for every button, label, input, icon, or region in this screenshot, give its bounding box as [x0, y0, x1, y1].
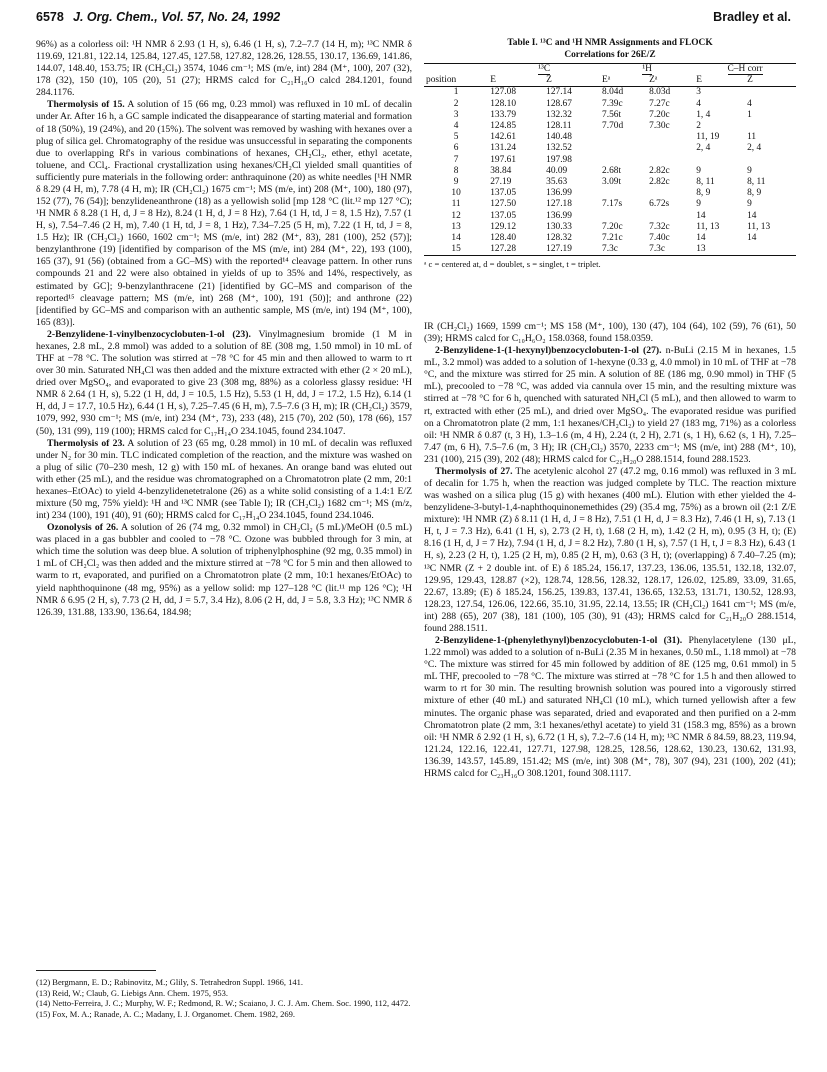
table-cell: 2.68t [602, 165, 622, 176]
table-cell: 4 [696, 98, 701, 109]
continued-paragraph: IR (CH₂Cl₂) 1669, 1599 cm⁻¹; MS 158 (M⁺, 100), 130 (47), 104 (64), 102 (59), 76 (61), 50 (39); HRMS calcd for C₁₀H₆O₂ 158.0368, found 158.0359. [424, 321, 796, 345]
table-cell: 197.98 [546, 154, 572, 165]
table-cell: 7.30c [649, 121, 670, 132]
table-cell [600, 188, 647, 199]
table-cell: 128.11 [546, 121, 572, 132]
table-cell: 127.28 [488, 244, 544, 256]
paragraph-text: Phenylacetylene (130 μL, 1.22 mmol) was added to a solution of n-BuLi (2.35 M in hexanes, 0.50 mL, 1.18 mmol) at −78 °C. The mixture was stirred for 45 min followed by addition of 8E (125 mg, 0.61 mmol) in 5 mL THF, precooled to −78 °C. The mixture was stirred at −78 °C for 1.5 h and then allowed to warm to rt for 30 min. The resulting brownish solution was poured into a vigorously stirred mixture of ether (40 mL) and saturated NH₄Cl (10 mL), which turned yellowish after a few minutes. The organic phase was separated, dried and evaporated and then purified on a 2-mm Chromatotron plate (2 mm, 3:1 hexanes/ethyl acetate) to yield 31 (158.3 mg, 85%) as a brown oil: ¹H NMR δ 2.92 (1 H, s), 6.72 (1 H, s), 7.2–7.6 (14 H, m); ¹³C NMR δ 84.59, 88.23, 119.94, 121.24, 122.16, 122.41, 127.71, 127.98, 128.25, 128.56, 128.62, 130.23, 130.62, 131.93, 136.39, 143.57, 145.89, 151.42; MS (m/e, int) 308 (M⁺, 78), 307 (94), 231 (100), 202 (41); HRMS calcd for C₂₃H₁₆O 308.1201, found 308.1117. [424, 635, 797, 779]
table-cell: 3 [696, 87, 701, 98]
table-cell: 2.82c [649, 165, 670, 176]
paragraph-text: A solution of 26 (74 mg, 0.32 mmol) in CH₂Cl₂ (5 mL)/MeOH (0.5 mL) was placed in a gas bubbler and cooled to −78 °C. Ozone was bubbled through for 3 min, at which time the solution was deep blue. A solution of triphenylphosphine (92 mg, 0.35 mmol) in 1 mL of CH₂Cl₂ was then added and the mixture stirred at −78 °C for 5 min and then allowed to warm to rt, evaporated, and purified on a Chromatotron plate (2 mm, 10:1 hexanes/EtOAc) to yield naphthoquinone (48 mg, 95%) as a yellow solid: mp 127–128 °C (lit.¹¹ mp 126 °C); ¹H NMR δ 6.95 (2 H, s), 7.73 (2 H, dd, J = 5.7, 3.4 Hz), 8.06 (2 H, dd, J = 5.8, 3.3 Hz); ¹³C NMR δ 126.39, 131.88, 133.90, 136.64, 184.98; [36, 522, 412, 618]
table-row [424, 110, 796, 121]
experimental-paragraph [36, 99, 412, 328]
continued-paragraph: 96%) as a colorless oil: ¹H NMR δ 2.93 (1 H, s), 6.46 (1 H, s), 7.2–7.7 (14 H, m); ¹³C NMR δ 119.69, 121.81, 122.14, 125.84, 127.45, 127.58, 127.82, 128.26, 128.55, 130.17, 136.69, 141.86, 144.07, 148.40, 153.75; IR (CH₂Cl₂) 3574, 1046 cm⁻¹; MS (m/e, int) 284 (M⁺, 100), 207 (32), 178 (32), 150 (10), 105 (20), 51 (27); HRMS calcd for C₂₁H₁₆O calcd 284.1201, found 284.1176. [36, 39, 412, 99]
table-cell: 8, 11 [747, 177, 766, 188]
table-cell: 136.99 [546, 210, 572, 221]
table-cell: 7.32c [649, 221, 670, 232]
table-cell [600, 132, 647, 143]
table-row [424, 211, 796, 222]
table-row [424, 222, 796, 233]
paragraph-text: A solution of 15 (66 mg, 0.23 mmol) was refluxed in 10 mL of decalin under Ar. After 16 h, a GC sample indicated the disappearance of starting material and formation of 18 (50%), 19 (24%), and 20 (15%). The solvent was removed by washing with hexanes over a plug of silica gel. Chromatography of the residue was unsuccessful in separating the components due to overlapping Rf's in various combinations of hexanes, CH₂Cl₂, ether, ethyl acetate, toluene, and CCl₄. Fractional crystallization using hexanes/CH₂Cl yielded small quantities of sufficiently pure materials in the following order: anthraquinone (20) as white needles [¹H NMR δ 8.29 (4 H, m), 7.78 (4 H, m); IR (CH₂Cl₂) 1675 cm⁻¹; MS (m/e, int) 208 (M⁺, 100), 180 (97), 152 (77), 76 (54)]; benzylideneanthrone (18) as a yellowish solid [mp 128 °C (lit.¹² mp 127 °C); ¹H NMR δ 8.28 (1 H, d, J = 8 Hz), 8.24 (1 H, d, J = 8 Hz), 7.64 (1 H, td, J = 8, 1.5 Hz), 7.57 (1 H, s), 7.54–7.46 (2 H, m), 7.40 (1 H, td, J = 8, 1 Hz), 7.34–7.25 (5 H, m), 7.22 (1 H, td, J = 8, 1.5 Hz); IR (CH₂Cl₂) 1660, 1602 cm⁻¹; MS (m/e, int) 282 (M⁺, 83), 281 (100), 252 (57)]; benzylanthrone (19) [identified by comparison of the MS (m/e, int) 284 (M⁺, 22), 193 (100), 165 (37), 91 (56) (obtained from a GC–MS) with the reported¹⁴ cleavage pattern. In other runs compounds 21 and 22 were also obtained in yields of up to 35% and 14%, respectively, as estimated by GC]; 9-benzylanthracene (21) [identified by GC–MS and comparison of the reported¹⁵ cleavage pattern; MS (m/e, int) 268 (M⁺, 100), 191 (50)]; and anthrone (22) [identified by GC–MS and comparison with an authentic sample, MS (m/e, int) 194 (M⁺, 100), 165 (83)]. [36, 99, 412, 328]
reference-13: (13) Reid, W.; Claub, G. Liebigs Ann. Chem. 1975, 953. [36, 987, 228, 998]
table-cell: 133.79 [490, 109, 517, 120]
table-cell [647, 188, 694, 199]
table-cell: 8.03d [649, 87, 671, 98]
paragraph-text: The acetylenic alcohol 27 (47.2 mg, 0.16 mmol) was refluxed in 3 mL of decalin for 1.75 h, when the reaction was judged complete by TLC. The reaction mixture was washed on a silica plug (15 g) with hexanes (400 mL). Elution with ether yielded the 4-benzylidene-3-butyl-1,4-naphthoquinonemethides (29) (35.4 mg, 75%) as a brown oil (2:1 Z/E mixture): ¹H NMR (Z) δ 8.11 (1 H, d, J = 8 Hz), 7.51 (1 H, d, J = 8.3 Hz), 7.46 (1 H, s), 7.13 (1 H, t, J = 7.3 Hz), 6.41 (1 H, s), 2.73 (2 H, t), 1.68 (2 H, m), 1.42 (2 H, m), 0.95 (3 H, t); (E) 8.16 (1 H, d, J = 7 Hz), 7.94 (1 H, d, J = 8.2 Hz), 7.80 (1 H, s), 7.57 (1 H, t, J = 8.3 Hz), 6.43 (1 H, s), 2.23 (2 H, t), 1.25 (2 H, m), 0.85 (2 H, m), 0.63 (3 H, t); (overlapping) δ 7.40–7.25 (m); ¹³C NMR (Z + 2 double int. of E) δ 185.24, 156.17, 137.23, 136.06, 135.51, 132.18, 132.07, 129.95, 129.43, 128.87 (×2), 128.74, 128.56, 128.32, 128.17, 126.02, 125.89, 33.09, 31.65, 22.67, 13.89; (E) δ 185.24, 156.25, 139.83, 137.41, 136.65, 132.53, 131.71, 130.52, 128.93, 128.23, 127.54, 126.06, 122.66, 35.10, 31.95, 22.14, 13.55; IR (CH₂Cl₂) 1641 cm⁻¹; MS (m/e, int) 288 (65), 207 (38), 181 (100), 105 (30), 91 (43); HRMS calcd for C₂₁H₂₀O 288.1514, found 288.1511. [424, 465, 796, 634]
reference-12: (12) Bergmann, E. D.; Rabinovitz, M.; Glily, S. Tetrahedron Suppl. 1966, 141. [36, 977, 303, 987]
table-cell: 6.72s [649, 199, 670, 210]
table-cell: 2 [453, 98, 459, 109]
table-cell: 4 [453, 121, 459, 132]
table-cell: 197.61 [490, 154, 517, 165]
reference-14: (14) Netto-Ferreira, J. C.; Murphy, W. F.; Redmond, R. W.; Scaiano, J. C. J. Am. Chem. Soc. 1990, 112, 4472. [36, 998, 411, 1009]
table-cell: 3 [453, 109, 459, 120]
table-cell: 9 [747, 165, 752, 176]
table-cell: 7.70d [602, 121, 624, 132]
table-cell: 124.85 [490, 121, 517, 132]
paragraph-heading: 2-Benzylidene-1-vinylbenzocyclobuten-1-ol (23). [47, 328, 251, 340]
table-cell: 13 [694, 244, 745, 256]
experimental-paragraph [424, 635, 796, 780]
references [36, 970, 412, 1019]
table-row [424, 199, 796, 210]
table-cell [647, 211, 694, 222]
table-row [424, 188, 796, 199]
table-header-blank [424, 64, 488, 76]
table-row [424, 143, 796, 154]
running-authors: Bradley et al. [713, 10, 791, 24]
table-cell: 8.04d [602, 87, 624, 98]
table-cell: 7.39c [602, 98, 623, 109]
table-cell: 137.05 [490, 188, 517, 199]
table-cell: 3.09t [602, 177, 622, 188]
table-cell: 7.3c [600, 244, 647, 256]
table-cell: 131.24 [490, 143, 517, 154]
experimental-paragraph [36, 329, 412, 438]
table-cell: 5 [453, 132, 459, 143]
table-cell: 1, 4 [696, 109, 711, 120]
page-number: 6578 [36, 10, 64, 24]
table-cell: 128.40 [490, 233, 517, 244]
paragraph-text: n-BuLi (2.15 M in hexanes, 1.5 mL, 3.2 mmol) was added to a solution of 1-hexyne (0.33 g, 4.0 mmol) in 10 mL of THF at −78 °C, and the mixture was stirred for 25 min. A solution of 8E (186 mg, 0.90 mmol) in THF (5 mL), precooled to −78 °C, was added via cannula over 15 min, and the resulting mixture was stirred at −78 °C for 6 h, quenched with saturated NH₄Cl (5 mL), and then allowed to warm to rt, extracted with ether (25 mL), and dried over MgSO₄. The evaporated residue was purified on a Chromatotron plate (2 mm, 1:1 hexanes/CH₂Cl₂) to yield 27 (183 mg, 71%) as a colorless oil: ¹H NMR δ 0.87 (t, 3 H), 1.3–1.6 (m, 4 H), 2.24 (t, 2 H), 2.71 (s, 1 H), 6.62 (s, 1 H), 7.25–7.47 (m, 6 H), 7.5–7.6 (m, 3 H); IR (CH₂Cl₂) 3570, 2233 cm⁻¹; MS (m/e, int) 288 (M⁺, 10), 231 (100), 215 (39), 202 (48); HRMS calcd for C₂₁H₂₀O 288.1514, found 288.1523. [424, 345, 796, 465]
table-cell: 11 [451, 199, 461, 210]
nmr-table [424, 37, 796, 270]
table-cell: 128.10 [490, 98, 517, 109]
table-cell: 7.20c [649, 109, 670, 120]
table-cell: 127.50 [490, 199, 517, 210]
paragraph-heading: Thermolysis of 23. [47, 437, 125, 449]
table-cell: 14 [451, 233, 461, 244]
table-cell: 127.08 [490, 87, 517, 98]
table-cell: 7.56t [602, 109, 622, 120]
table-cell: 12 [451, 210, 461, 221]
table-row [424, 121, 796, 132]
table-subheader: Zᵃ [647, 75, 694, 87]
table-cell: 9 [696, 199, 701, 210]
table-cell: 9 [747, 199, 752, 210]
table-cell: 14 [696, 210, 706, 221]
table-subheader: E [694, 75, 745, 87]
table-cell [600, 211, 647, 222]
journal-citation: J. Org. Chem., Vol. 57, No. 24, 1992 [73, 10, 281, 24]
footnote-rule [36, 970, 156, 971]
paragraph-heading: 2-Benzylidene-1-(phenylethynyl)benzocyclobuten-1-ol (31). [435, 635, 683, 647]
table-cell: 128.67 [546, 98, 572, 109]
table-row [424, 132, 796, 143]
table-subheader: Eᵃ [600, 75, 647, 87]
table-cell: 38.84 [490, 165, 512, 176]
table-cell: 6 [453, 143, 459, 154]
paragraph-heading: Thermolysis of 27. [435, 465, 513, 477]
table-cell: 7.20c [602, 221, 623, 232]
right-column [424, 321, 796, 780]
table-cell: 140.48 [546, 132, 572, 143]
table-cell [745, 244, 796, 256]
table-cell [745, 155, 796, 166]
paragraph-heading: Thermolysis of 15. [47, 99, 125, 111]
left-column [36, 39, 412, 619]
table-header-c13: ¹³C [488, 64, 600, 76]
table-cell [694, 155, 745, 166]
reference-15: (15) Fox, M. A.; Ranade, A. C.; Madany, I. J. Organomet. Chem. 1982, 269. [36, 1008, 295, 1019]
table-cell: 2 [696, 121, 701, 132]
table-cell: 8, 9 [747, 188, 762, 199]
table-cell: 127.19 [544, 244, 600, 256]
table-cell: 1 [747, 109, 752, 120]
table-cell: 9 [696, 165, 701, 176]
experimental-paragraph [424, 345, 796, 466]
table-cell: 27.19 [490, 177, 512, 188]
table-cell: 35.63 [546, 177, 568, 188]
table-caption-line2: Correlations for 26E/Z [564, 50, 656, 60]
table-row [424, 99, 796, 110]
table-cell: 11, 19 [696, 132, 720, 143]
table-cell: 7.40c [649, 233, 670, 244]
table-cell: 8, 9 [696, 188, 711, 199]
table-cell [745, 87, 796, 99]
paragraph-text: A solution of 23 (65 mg, 0.28 mmol) in 10 mL of decalin was refluxed under N₂ for 30 min. TLC indicated completion of the reaction, and the mixture was washed on a plug of silic (70–230 mesh, 12 g) with 150 mL of hexanes. An orange band was eluted out with ether (25 mL), and the residue was chromatographed on a Chromatotron plate (2 mm, 20:1 hexanes–EtOAc) to yield 4-benzylidenetetralone (26) as a white solid consisting of a 1.4:1 E/Z mixture (50 mg, 75% yield): ¹H and ¹³C NMR (see Table I); IR (CH₂Cl₂) 1682 cm⁻¹; MS (m/z, int) 234 (100), 191 (40), 91 (60); HRMS calcd for C₁₇H₁₄O 234.1045, found 234.1046. [36, 437, 412, 522]
experimental-paragraph [424, 466, 796, 635]
paragraph-text: Vinylmagnesium bromide (1 M in hexanes, 2.8 mL, 2.8 mmol) was added to a solution of 8E (308 mg, 1.50 mmol) in 10 mL of THF at −78 °C. The solution was stirred at −78 °C for 45 min and then allowed to warm to rt over 30 min. Saturated NH₄Cl was then added and the mixture extracted with ether (2 × 20 mL), dried over MgSO₄, and evaporated to give 23 (308 mg, 88%) as a colorless glassy residue: ¹H NMR δ 2.64 (1 H, s), 5.22 (1 H, dd, J = 10.5, 1.5 Hz), 5.53 (1 H, dd, J = 17.2, 1.5 Hz), 6.14 (1 H, dd, J = 17.7, 10.5 Hz), 6.44 (1 H, s), 7.25–7.45 (6 H, m), 7.5–7.6 (3 H, m); IR (CH₂Cl₂) 3579, 1079, 992, 930 cm⁻¹; MS (m/e, int) 234 (M⁺, 73), 233 (48), 215 (70), 202 (50), 178 (66), 157 (50), 131 (99), 119 (100); HRMS calcd for C₁₇H₁₄O 234.1045, found 234.1047. [36, 328, 412, 437]
table-cell [600, 143, 647, 154]
table-cell: 40.09 [546, 165, 568, 176]
table-cell: 7.3c [647, 244, 694, 256]
paragraph-heading: 2-Benzylidene-1-(1-hexynyl)benzocyclobuten-1-ol (27). [435, 345, 662, 357]
table-cell: 15 [424, 244, 488, 256]
table-cell: 2.82c [649, 177, 670, 188]
table-subheader: E [488, 75, 544, 87]
table-row [424, 177, 796, 188]
table-cell: 14 [696, 233, 706, 244]
table-cell: 14 [747, 210, 757, 221]
table-cell: 9 [453, 177, 459, 188]
table-cell: 2, 4 [747, 143, 762, 154]
table-grid [424, 63, 796, 256]
table-cell: 1 [453, 87, 459, 98]
table-cell: 8, 11 [696, 177, 715, 188]
table-cell: 128.32 [546, 233, 572, 244]
table-cell: 4 [747, 98, 752, 109]
table-cell [647, 143, 694, 154]
table-subheader: Z [745, 75, 796, 87]
table-cell [647, 132, 694, 143]
table-caption-line1: Table I. ¹³C and ¹H NMR Assignments and FLOCK [507, 38, 713, 48]
table-row [424, 233, 796, 244]
table-cell: 129.12 [490, 221, 517, 232]
table-cell: 10 [451, 188, 461, 199]
table-cell: 8 [453, 165, 459, 176]
running-header [36, 10, 791, 28]
table-cell: 130.33 [546, 221, 572, 232]
table-subheader: Z [544, 75, 600, 87]
table-cell: 142.61 [490, 132, 517, 143]
table-cell: 7.27c [649, 98, 670, 109]
table-cell: 136.99 [546, 188, 572, 199]
table-cell: 11, 13 [696, 221, 720, 232]
experimental-paragraph [36, 522, 412, 619]
table-row [424, 244, 796, 256]
table-cell: 7.21c [602, 233, 623, 244]
table-cell: 11 [747, 132, 757, 143]
table-cell: 137.05 [490, 210, 517, 221]
paragraph-heading: Ozonolysis of 26. [47, 522, 119, 534]
table-header-corr: C–H corr [694, 64, 796, 76]
table-cell: 14 [747, 233, 757, 244]
table-footnote: ᵃ c = centered at, d = doublet, s = singlet, t = triplet. [424, 259, 601, 270]
table-header-h1: ¹H [600, 64, 694, 76]
table-cell: 127.18 [546, 199, 572, 210]
experimental-paragraph [36, 438, 412, 523]
table-cell [745, 121, 796, 132]
table-row [424, 87, 796, 99]
table-cell: 11, 13 [747, 221, 771, 232]
table-cell [647, 155, 694, 166]
table-cell: 2, 4 [696, 143, 711, 154]
table-cell [600, 155, 647, 166]
table-row [424, 155, 796, 166]
table-cell: 7 [453, 154, 459, 165]
table-cell: 7.17s [602, 199, 623, 210]
table-cell: 132.32 [546, 109, 572, 120]
table-cell: 132.52 [546, 143, 572, 154]
table-row [424, 166, 796, 177]
table-cell: 127.14 [546, 87, 572, 98]
table-subheader: position [424, 75, 488, 87]
table-cell: 13 [451, 221, 461, 232]
